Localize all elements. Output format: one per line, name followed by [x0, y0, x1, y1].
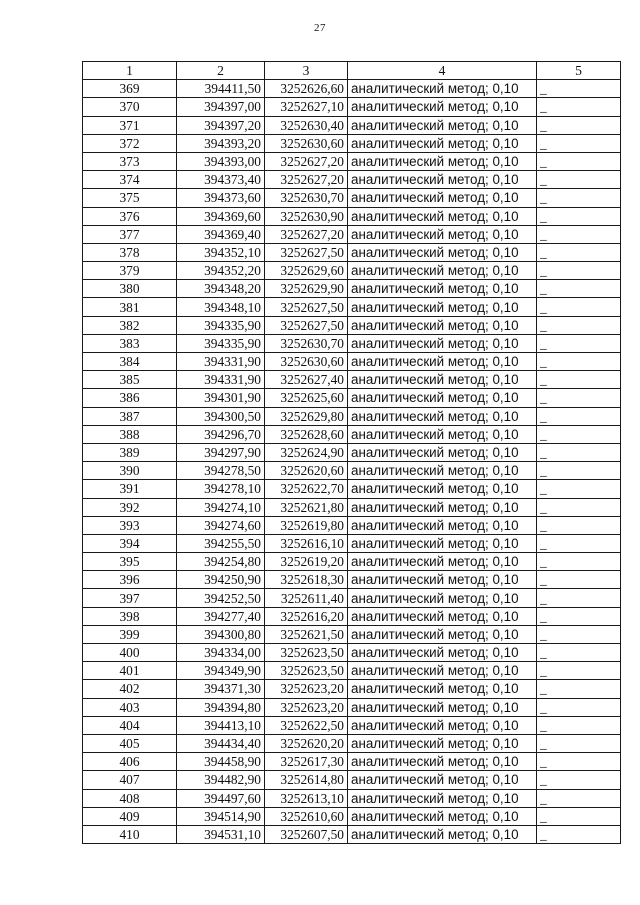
x-coordinate-cell: 394278,10	[177, 480, 265, 498]
x-coordinate-cell: 394397,00	[177, 98, 265, 116]
point-number-cell: 401	[83, 662, 177, 680]
method-cell: аналитический метод; 0,10	[348, 116, 537, 134]
point-number-cell: 382	[83, 316, 177, 334]
note-cell: _	[537, 152, 621, 170]
point-number-cell: 407	[83, 771, 177, 789]
note-cell: _	[537, 207, 621, 225]
method-cell: аналитический метод; 0,10	[348, 625, 537, 643]
header-cell-col4: 4	[348, 62, 537, 80]
x-coordinate-cell: 394274,60	[177, 516, 265, 534]
y-coordinate-cell: 3252607,50	[265, 825, 348, 843]
coordinates-table	[82, 61, 621, 844]
point-number-cell: 371	[83, 116, 177, 134]
y-coordinate-cell: 3252627,20	[265, 152, 348, 170]
point-number-cell: 409	[83, 807, 177, 825]
note-cell: _	[537, 353, 621, 371]
y-coordinate-cell: 3252616,20	[265, 607, 348, 625]
method-cell: аналитический метод; 0,10	[348, 134, 537, 152]
note-cell: _	[537, 298, 621, 316]
header-row	[83, 62, 621, 80]
x-coordinate-cell: 394252,50	[177, 589, 265, 607]
table-row	[83, 571, 621, 589]
table-row	[83, 152, 621, 170]
x-coordinate-cell: 394255,50	[177, 534, 265, 552]
point-number-cell: 383	[83, 334, 177, 352]
table-row	[83, 789, 621, 807]
header-cell-col3: 3	[265, 62, 348, 80]
table-row	[83, 353, 621, 371]
y-coordinate-cell: 3252619,20	[265, 553, 348, 571]
method-cell: аналитический метод; 0,10	[348, 571, 537, 589]
table-row	[83, 207, 621, 225]
header-cell-col5: 5	[537, 62, 621, 80]
note-cell: _	[537, 80, 621, 98]
x-coordinate-cell: 394297,90	[177, 443, 265, 461]
y-coordinate-cell: 3252629,60	[265, 262, 348, 280]
method-cell: аналитический метод; 0,10	[348, 98, 537, 116]
point-number-cell: 369	[83, 80, 177, 98]
table-row	[83, 407, 621, 425]
note-cell: _	[537, 571, 621, 589]
point-number-cell: 386	[83, 389, 177, 407]
x-coordinate-cell: 394413,10	[177, 716, 265, 734]
point-number-cell: 377	[83, 225, 177, 243]
note-cell: _	[537, 534, 621, 552]
table-row	[83, 262, 621, 280]
x-coordinate-cell: 394393,00	[177, 152, 265, 170]
table-row	[83, 298, 621, 316]
point-number-cell: 387	[83, 407, 177, 425]
note-cell: _	[537, 443, 621, 461]
note-cell: _	[537, 716, 621, 734]
table-row	[83, 516, 621, 534]
point-number-cell: 385	[83, 371, 177, 389]
note-cell: _	[537, 316, 621, 334]
note-cell: _	[537, 789, 621, 807]
y-coordinate-cell: 3252623,20	[265, 698, 348, 716]
method-cell: аналитический метод; 0,10	[348, 207, 537, 225]
y-coordinate-cell: 3252618,30	[265, 571, 348, 589]
y-coordinate-cell: 3252630,70	[265, 189, 348, 207]
y-coordinate-cell: 3252627,20	[265, 171, 348, 189]
y-coordinate-cell: 3252624,90	[265, 443, 348, 461]
y-coordinate-cell: 3252625,60	[265, 389, 348, 407]
x-coordinate-cell: 394335,90	[177, 316, 265, 334]
table-row	[83, 334, 621, 352]
note-cell: _	[537, 807, 621, 825]
point-number-cell: 393	[83, 516, 177, 534]
table-row	[83, 807, 621, 825]
note-cell: _	[537, 171, 621, 189]
note-cell: _	[537, 644, 621, 662]
x-coordinate-cell: 394369,40	[177, 225, 265, 243]
method-cell: аналитический метод; 0,10	[348, 553, 537, 571]
table-row	[83, 225, 621, 243]
note-cell: _	[537, 462, 621, 480]
table-row	[83, 462, 621, 480]
table-row	[83, 625, 621, 643]
header-cell-col1: 1	[83, 62, 177, 80]
y-coordinate-cell: 3252610,60	[265, 807, 348, 825]
table-row	[83, 553, 621, 571]
table-row	[83, 116, 621, 134]
method-cell: аналитический метод; 0,10	[348, 298, 537, 316]
table-row	[83, 734, 621, 752]
note-cell: _	[537, 189, 621, 207]
method-cell: аналитический метод; 0,10	[348, 316, 537, 334]
y-coordinate-cell: 3252619,80	[265, 516, 348, 534]
point-number-cell: 373	[83, 152, 177, 170]
table-row	[83, 480, 621, 498]
note-cell: _	[537, 516, 621, 534]
x-coordinate-cell: 394371,30	[177, 680, 265, 698]
y-coordinate-cell: 3252630,40	[265, 116, 348, 134]
y-coordinate-cell: 3252627,20	[265, 225, 348, 243]
x-coordinate-cell: 394348,20	[177, 280, 265, 298]
table-row	[83, 443, 621, 461]
table-row	[83, 662, 621, 680]
point-number-cell: 379	[83, 262, 177, 280]
method-cell: аналитический метод; 0,10	[348, 243, 537, 261]
note-cell: _	[537, 389, 621, 407]
point-number-cell: 375	[83, 189, 177, 207]
point-number-cell: 381	[83, 298, 177, 316]
x-coordinate-cell: 394301,90	[177, 389, 265, 407]
table-row	[83, 498, 621, 516]
method-cell: аналитический метод; 0,10	[348, 371, 537, 389]
method-cell: аналитический метод; 0,10	[348, 498, 537, 516]
y-coordinate-cell: 3252627,40	[265, 371, 348, 389]
table-row	[83, 316, 621, 334]
table-row	[83, 98, 621, 116]
table-row	[83, 680, 621, 698]
x-coordinate-cell: 394482,90	[177, 771, 265, 789]
y-coordinate-cell: 3252623,20	[265, 680, 348, 698]
y-coordinate-cell: 3252627,50	[265, 316, 348, 334]
point-number-cell: 389	[83, 443, 177, 461]
x-coordinate-cell: 394274,10	[177, 498, 265, 516]
point-number-cell: 390	[83, 462, 177, 480]
y-coordinate-cell: 3252630,60	[265, 353, 348, 371]
y-coordinate-cell: 3252614,80	[265, 771, 348, 789]
table-row	[83, 371, 621, 389]
method-cell: аналитический метод; 0,10	[348, 189, 537, 207]
method-cell: аналитический метод; 0,10	[348, 280, 537, 298]
x-coordinate-cell: 394394,80	[177, 698, 265, 716]
table-row	[83, 698, 621, 716]
note-cell: _	[537, 243, 621, 261]
y-coordinate-cell: 3252621,80	[265, 498, 348, 516]
point-number-cell: 378	[83, 243, 177, 261]
x-coordinate-cell: 394300,50	[177, 407, 265, 425]
note-cell: _	[537, 589, 621, 607]
y-coordinate-cell: 3252627,50	[265, 243, 348, 261]
note-cell: _	[537, 225, 621, 243]
method-cell: аналитический метод; 0,10	[348, 589, 537, 607]
method-cell: аналитический метод; 0,10	[348, 171, 537, 189]
y-coordinate-cell: 3252626,60	[265, 80, 348, 98]
method-cell: аналитический метод; 0,10	[348, 753, 537, 771]
y-coordinate-cell: 3252621,50	[265, 625, 348, 643]
point-number-cell: 403	[83, 698, 177, 716]
x-coordinate-cell: 394331,90	[177, 353, 265, 371]
table-header	[83, 62, 621, 80]
x-coordinate-cell: 394335,90	[177, 334, 265, 352]
y-coordinate-cell: 3252629,80	[265, 407, 348, 425]
point-number-cell: 406	[83, 753, 177, 771]
x-coordinate-cell: 394349,90	[177, 662, 265, 680]
table-row	[83, 753, 621, 771]
note-cell: _	[537, 498, 621, 516]
x-coordinate-cell: 394352,10	[177, 243, 265, 261]
note-cell: _	[537, 825, 621, 843]
point-number-cell: 398	[83, 607, 177, 625]
y-coordinate-cell: 3252628,60	[265, 425, 348, 443]
y-coordinate-cell: 3252627,50	[265, 298, 348, 316]
table-body	[83, 80, 621, 844]
point-number-cell: 410	[83, 825, 177, 843]
x-coordinate-cell: 394348,10	[177, 298, 265, 316]
y-coordinate-cell: 3252616,10	[265, 534, 348, 552]
table-row	[83, 243, 621, 261]
point-number-cell: 394	[83, 534, 177, 552]
x-coordinate-cell: 394458,90	[177, 753, 265, 771]
table-row	[83, 171, 621, 189]
method-cell: аналитический метод; 0,10	[348, 353, 537, 371]
method-cell: аналитический метод; 0,10	[348, 262, 537, 280]
method-cell: аналитический метод; 0,10	[348, 680, 537, 698]
note-cell: _	[537, 98, 621, 116]
method-cell: аналитический метод; 0,10	[348, 334, 537, 352]
point-number-cell: 397	[83, 589, 177, 607]
point-number-cell: 391	[83, 480, 177, 498]
note-cell: _	[537, 698, 621, 716]
table-row	[83, 589, 621, 607]
point-number-cell: 402	[83, 680, 177, 698]
table-row	[83, 644, 621, 662]
y-coordinate-cell: 3252622,50	[265, 716, 348, 734]
point-number-cell: 404	[83, 716, 177, 734]
note-cell: _	[537, 407, 621, 425]
header-cell-col2: 2	[177, 62, 265, 80]
point-number-cell: 408	[83, 789, 177, 807]
note-cell: _	[537, 425, 621, 443]
table-row	[83, 425, 621, 443]
point-number-cell: 372	[83, 134, 177, 152]
y-coordinate-cell: 3252611,40	[265, 589, 348, 607]
table-row	[83, 280, 621, 298]
method-cell: аналитический метод; 0,10	[348, 662, 537, 680]
y-coordinate-cell: 3252620,60	[265, 462, 348, 480]
method-cell: аналитический метод; 0,10	[348, 225, 537, 243]
x-coordinate-cell: 394278,50	[177, 462, 265, 480]
y-coordinate-cell: 3252622,70	[265, 480, 348, 498]
y-coordinate-cell: 3252630,60	[265, 134, 348, 152]
method-cell: аналитический метод; 0,10	[348, 698, 537, 716]
y-coordinate-cell: 3252613,10	[265, 789, 348, 807]
note-cell: _	[537, 734, 621, 752]
method-cell: аналитический метод; 0,10	[348, 716, 537, 734]
table-row	[83, 825, 621, 843]
note-cell: _	[537, 334, 621, 352]
point-number-cell: 388	[83, 425, 177, 443]
x-coordinate-cell: 394352,20	[177, 262, 265, 280]
y-coordinate-cell: 3252623,50	[265, 662, 348, 680]
point-number-cell: 405	[83, 734, 177, 752]
method-cell: аналитический метод; 0,10	[348, 771, 537, 789]
table-row	[83, 80, 621, 98]
method-cell: аналитический метод; 0,10	[348, 516, 537, 534]
point-number-cell: 380	[83, 280, 177, 298]
method-cell: аналитический метод; 0,10	[348, 825, 537, 843]
x-coordinate-cell: 394411,50	[177, 80, 265, 98]
method-cell: аналитический метод; 0,10	[348, 644, 537, 662]
note-cell: _	[537, 280, 621, 298]
method-cell: аналитический метод; 0,10	[348, 407, 537, 425]
note-cell: _	[537, 625, 621, 643]
x-coordinate-cell: 394369,60	[177, 207, 265, 225]
x-coordinate-cell: 394514,90	[177, 807, 265, 825]
note-cell: _	[537, 371, 621, 389]
x-coordinate-cell: 394531,10	[177, 825, 265, 843]
x-coordinate-cell: 394331,90	[177, 371, 265, 389]
x-coordinate-cell: 394277,40	[177, 607, 265, 625]
note-cell: _	[537, 262, 621, 280]
method-cell: аналитический метод; 0,10	[348, 425, 537, 443]
x-coordinate-cell: 394373,40	[177, 171, 265, 189]
x-coordinate-cell: 394254,80	[177, 553, 265, 571]
table-row	[83, 607, 621, 625]
x-coordinate-cell: 394497,60	[177, 789, 265, 807]
x-coordinate-cell: 394397,20	[177, 116, 265, 134]
y-coordinate-cell: 3252630,90	[265, 207, 348, 225]
point-number-cell: 370	[83, 98, 177, 116]
note-cell: _	[537, 553, 621, 571]
method-cell: аналитический метод; 0,10	[348, 462, 537, 480]
method-cell: аналитический метод; 0,10	[348, 389, 537, 407]
x-coordinate-cell: 394250,90	[177, 571, 265, 589]
y-coordinate-cell: 3252617,30	[265, 753, 348, 771]
method-cell: аналитический метод; 0,10	[348, 734, 537, 752]
y-coordinate-cell: 3252630,70	[265, 334, 348, 352]
x-coordinate-cell: 394434,40	[177, 734, 265, 752]
method-cell: аналитический метод; 0,10	[348, 480, 537, 498]
method-cell: аналитический метод; 0,10	[348, 152, 537, 170]
note-cell: _	[537, 753, 621, 771]
x-coordinate-cell: 394300,80	[177, 625, 265, 643]
note-cell: _	[537, 771, 621, 789]
method-cell: аналитический метод; 0,10	[348, 789, 537, 807]
method-cell: аналитический метод; 0,10	[348, 807, 537, 825]
y-coordinate-cell: 3252629,90	[265, 280, 348, 298]
y-coordinate-cell: 3252620,20	[265, 734, 348, 752]
table-row	[83, 716, 621, 734]
method-cell: аналитический метод; 0,10	[348, 443, 537, 461]
note-cell: _	[537, 134, 621, 152]
point-number-cell: 395	[83, 553, 177, 571]
table-row	[83, 134, 621, 152]
point-number-cell: 400	[83, 644, 177, 662]
note-cell: _	[537, 480, 621, 498]
method-cell: аналитический метод; 0,10	[348, 607, 537, 625]
x-coordinate-cell: 394296,70	[177, 425, 265, 443]
y-coordinate-cell: 3252623,50	[265, 644, 348, 662]
x-coordinate-cell: 394334,00	[177, 644, 265, 662]
note-cell: _	[537, 680, 621, 698]
x-coordinate-cell: 394373,60	[177, 189, 265, 207]
method-cell: аналитический метод; 0,10	[348, 534, 537, 552]
point-number-cell: 374	[83, 171, 177, 189]
note-cell: _	[537, 116, 621, 134]
point-number-cell: 392	[83, 498, 177, 516]
table-row	[83, 189, 621, 207]
point-number-cell: 396	[83, 571, 177, 589]
table-row	[83, 389, 621, 407]
table-row	[83, 771, 621, 789]
point-number-cell: 384	[83, 353, 177, 371]
note-cell: _	[537, 662, 621, 680]
note-cell: _	[537, 607, 621, 625]
y-coordinate-cell: 3252627,10	[265, 98, 348, 116]
page-number: 27	[314, 22, 326, 34]
x-coordinate-cell: 394393,20	[177, 134, 265, 152]
point-number-cell: 376	[83, 207, 177, 225]
method-cell: аналитический метод; 0,10	[348, 80, 537, 98]
point-number-cell: 399	[83, 625, 177, 643]
table-row	[83, 534, 621, 552]
